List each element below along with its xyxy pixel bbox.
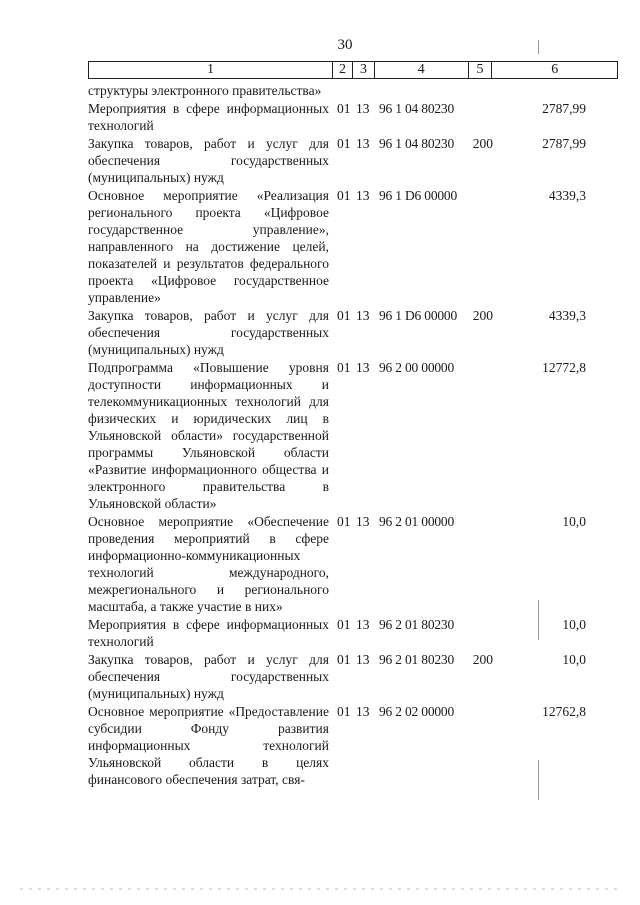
row-target-article: 96 1 04 80230 (379, 136, 455, 151)
header-col-3: 3 (353, 62, 375, 78)
row-subsection: 13 (356, 617, 370, 632)
scan-artifact (538, 40, 539, 54)
row-subsection: 13 (356, 188, 370, 203)
row-section: 01 (337, 617, 351, 632)
row-section: 01 (337, 514, 351, 529)
table-row (88, 187, 618, 306)
row-amount: 2787,99 (542, 136, 586, 151)
row-amount: 12762,8 (542, 704, 586, 719)
row-target-article: 96 2 01 00000 (379, 514, 455, 529)
row-subsection: 13 (356, 652, 370, 667)
row-subsection: 13 (356, 514, 370, 529)
row-section: 01 (337, 704, 351, 719)
row-amount: 10,0 (562, 652, 586, 667)
table-row (88, 135, 618, 186)
page-number: 30 (337, 37, 353, 53)
row-section: 01 (337, 308, 351, 323)
table-row (88, 100, 618, 134)
row-target-article: 96 2 01 80230 (379, 652, 455, 667)
row-subsection: 13 (356, 101, 370, 116)
row-section: 01 (337, 188, 351, 203)
header-col-1: 1 (89, 62, 333, 78)
row-section: 01 (337, 101, 351, 116)
row-target-article: 96 1 D6 00000 (379, 308, 458, 323)
scan-artifact (538, 760, 539, 800)
header-col-2: 2 (333, 62, 353, 78)
row-name: Закупка товаров, работ и услуг для обеспечения государственных (муниципальных) нужд (88, 652, 329, 701)
row-name: Подпрограмма «Повышение уровня доступности информационных и телекоммуникационных технологий для физических и юридических лиц в Ульяновской области» государственной программы Ульяновской области «Развитие информационного общества и электронного правительства в Ульяновской области» (88, 360, 329, 511)
header-col-4: 4 (375, 62, 469, 78)
row-target-article: 96 2 02 00000 (379, 704, 455, 719)
row-target-article: 96 2 01 80230 (379, 617, 455, 632)
row-expense-type: 200 (472, 308, 493, 323)
row-name: Основное мероприятие «Обеспечение проведения мероприятий в сфере информационно-коммуникационных технологий международного, межрегионального и регионального масштаба, а также участие в них» (88, 514, 329, 614)
row-name: структуры электронного правительства» (88, 83, 322, 98)
row-name: Закупка товаров, работ и услуг для обеспечения государственных (муниципальных) нужд (88, 136, 329, 185)
row-expense-type: 200 (472, 652, 493, 667)
header-col-5: 5 (469, 62, 493, 78)
row-amount: 4339,3 (548, 188, 586, 203)
table-row (88, 359, 618, 512)
header-col-6: 6 (551, 62, 559, 77)
row-subsection: 13 (356, 360, 370, 375)
row-name: Закупка товаров, работ и услуг для обеспечения государственных (муниципальных) нужд (88, 308, 329, 357)
row-subsection: 13 (356, 704, 370, 719)
row-subsection: 13 (356, 308, 370, 323)
table-row (88, 82, 618, 99)
scan-artifact (20, 888, 620, 890)
budget-table-body (88, 82, 618, 789)
row-amount: 10,0 (562, 514, 586, 529)
row-target-article: 96 2 00 00000 (379, 360, 455, 375)
row-name: Мероприятия в сфере информационных технологий (88, 617, 329, 649)
table-header (88, 61, 618, 79)
row-target-article: 96 1 D6 00000 (379, 188, 458, 203)
row-section: 01 (337, 652, 351, 667)
scan-artifact (538, 600, 539, 640)
row-amount: 12772,8 (542, 360, 586, 375)
row-subsection: 13 (356, 136, 370, 151)
row-section: 01 (337, 136, 351, 151)
row-target-article: 96 1 04 80230 (379, 101, 455, 116)
row-name: Мероприятия в сфере информационных технологий (88, 101, 329, 133)
row-amount: 4339,3 (548, 308, 586, 323)
table-row (88, 651, 618, 702)
row-name: Основное мероприятие «Предоставление субсидии Фонду развития информационных технологий Ульяновской области в целях финансового обеспечения затрат, свя- (88, 704, 329, 787)
row-expense-type: 200 (472, 136, 493, 151)
row-name: Основное мероприятие «Реализация регионального проекта «Цифровое государственное управление», направленного на достижение целей, показателей и результатов федерального проекта «Цифровое государственное управление» (88, 188, 329, 305)
table-row (88, 307, 618, 358)
row-amount: 2787,99 (542, 101, 586, 116)
row-section: 01 (337, 360, 351, 375)
row-amount: 10,0 (562, 617, 586, 632)
